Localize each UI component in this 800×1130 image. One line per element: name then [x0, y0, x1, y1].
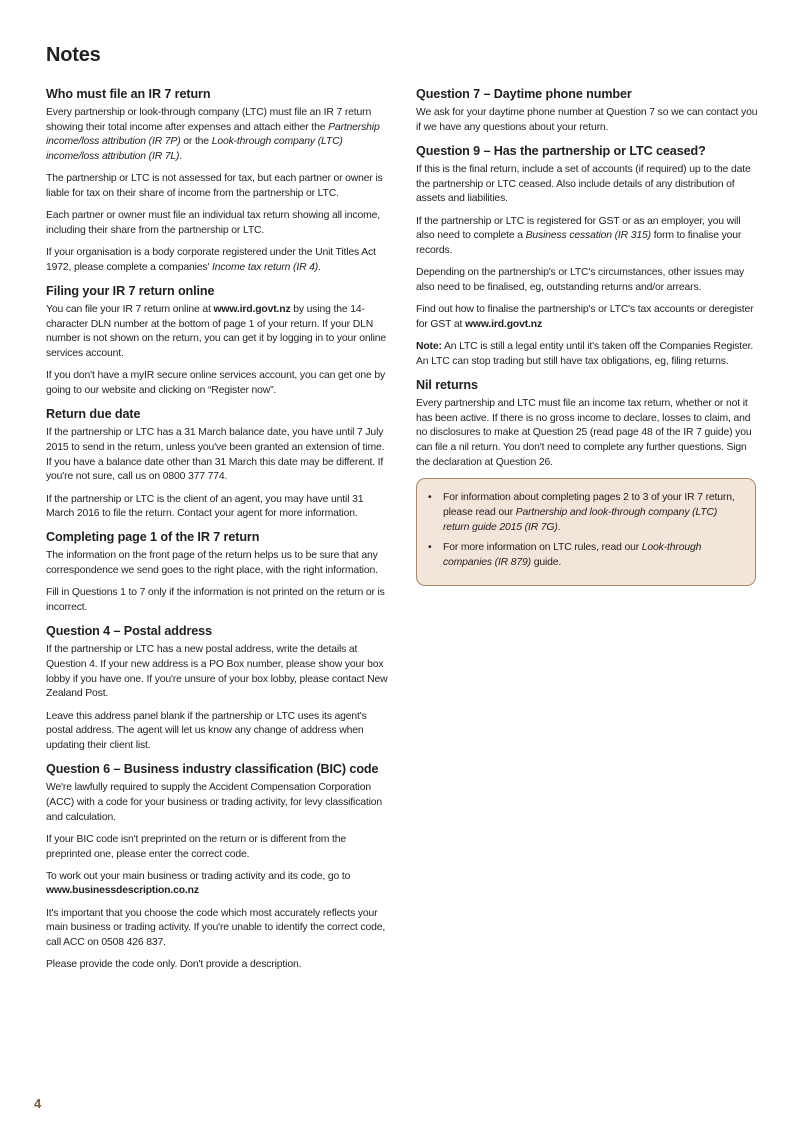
text-run: If the partnership or LTC has a new postal address, write the details at Question 4. If your new address is a PO Box number, please show your box lobby if you have one. If you're unsure of your box lobby, please contact New Zealand Post. [46, 644, 388, 700]
section [46, 283, 388, 399]
section [416, 377, 758, 471]
paragraph [416, 340, 758, 369]
paragraph [46, 493, 388, 522]
section [46, 761, 388, 973]
paragraph [46, 549, 388, 578]
text-run: To work out your main business or trading activity and its code, go to [46, 870, 351, 882]
section-heading: Question 6 – Business industry classification (BIC) code [46, 762, 379, 777]
text-run: . [557, 521, 561, 533]
info-list-item [425, 541, 741, 570]
text-run: The information on the front page of the return helps us to be sure that any correspondence we send goes to the right place, with the right information. [46, 550, 378, 577]
section-heading: Nil returns [416, 377, 478, 392]
italic-text: Look-through companies (IR 879) [443, 542, 702, 569]
info-box [416, 478, 756, 586]
left-column [46, 86, 388, 980]
paragraph [46, 246, 388, 275]
text-run: Leave this address panel blank if the partnership or LTC uses its agent's postal address. The agent will let us know any change of address when updating their client list. [46, 710, 367, 751]
italic-text: Partnership income/loss attribution (IR 7P) [46, 121, 380, 148]
page-title: Notes [46, 44, 101, 66]
info-list-item [425, 491, 741, 535]
bold-text: www.businessdescription.co.nz [46, 885, 199, 897]
text-run: It's important that you choose the code which most accurately reflects your main business or trading activity. If you're unable to identify the correct code, call ACC on 0508 426 837. [46, 907, 386, 949]
text-run: form to finalise your records. [416, 230, 742, 256]
text-run: If this is the final return, include a set of accounts (if required) up to the date the partnership or LTC ceased. Also include details of any distribution of assets and liabilities. [416, 163, 751, 205]
paragraph [46, 172, 388, 201]
info-list [425, 491, 741, 571]
text-run: by using the 14-character DLN number at the bottom of page 1 of your return. If your DLN number is not shown on the return, you can get it by logging in to your online services account. [46, 304, 387, 360]
text-run: . [318, 261, 321, 273]
bold-text: www.ird.govt.nz [464, 318, 543, 330]
section [46, 406, 388, 522]
text-run: If your organisation is a body corporate registered under the Unit Titles Act 1972, please complete a companies' [46, 247, 376, 273]
text-run: An LTC is still a legal entity until it's taken off the Companies Register. An LTC can stop trading but still have tax obligations, eg, filing returns. [416, 340, 754, 367]
text-run: You can file your IR 7 return online at [46, 304, 214, 316]
italic-text: Look-through company (LTC) income/loss attribution (IR 7L) [46, 136, 343, 163]
text-run: Please provide the code only. Don't provide a description. [46, 959, 302, 971]
paragraph [46, 303, 388, 362]
section [46, 623, 388, 753]
text-run: guide. [530, 557, 562, 569]
text-run: We ask for your daytime phone number at Question 7 so we can contact you if we have any questions about your return. [416, 107, 758, 133]
right-sections [416, 86, 758, 470]
right-column [416, 86, 758, 586]
text-run: If the partnership or LTC is the client of an agent, you may have until 31 March 2016 to file the return. Contact your agent for more information. [46, 493, 364, 520]
section-heading: Return due date [46, 407, 141, 422]
section-heading: Filing your IR 7 return online [46, 284, 215, 299]
bold-text: www.ird.govt.nz [213, 304, 291, 316]
page-number: 4 [34, 1096, 42, 1111]
section [416, 86, 758, 135]
paragraph [46, 870, 388, 899]
text-run: Find out how to finalise the partnership's or LTC's tax accounts or deregister for GST at [416, 304, 754, 330]
text-run: Every partnership and LTC must file an income tax return, whether or not it has been active. If there is no gross income to declare, losses to claim, and no disclosures to make at Question 25 (read page 48 of the IR 7 guide) you can file a nil return. You don't need to complete any further questions. Sign the declaration at Question 26. [416, 397, 752, 468]
paragraph [46, 643, 388, 702]
text-run: Fill in Questions 1 to 7 only if the information is not printed on the return or is incorrect. [46, 587, 385, 614]
paragraph [46, 586, 388, 615]
text-run: . [179, 151, 183, 163]
text-run: If your BIC code isn't preprinted on the return or is different from the preprinted one, please enter the correct code. [46, 833, 346, 860]
text-run: or the [180, 136, 212, 148]
paragraph [46, 833, 388, 862]
paragraph [46, 710, 388, 754]
paragraph [416, 266, 758, 295]
paragraph [46, 209, 388, 238]
section-heading: Question 7 – Daytime phone number [416, 87, 632, 101]
section-heading: Completing page 1 of the IR 7 return [46, 530, 260, 545]
paragraph [416, 303, 758, 332]
bullet-icon: • [428, 542, 432, 554]
italic-text: Business cessation (IR 315) [525, 230, 651, 242]
paragraph [416, 163, 758, 207]
text-run: We're lawfully required to supply the Accident Compensation Corporation (ACC) with a code for your business or trading activity, for levy classification and calculation. [46, 782, 383, 823]
section-heading: Who must file an IR 7 return [46, 87, 211, 101]
text-run: Each partner or owner must file an individual tax return showing all income, including their share from the partnership or LTC. [46, 210, 380, 236]
section-heading: Question 4 – Postal address [46, 624, 212, 639]
bullet-icon: • [428, 492, 432, 504]
text-run: If you don't have a myIR secure online services account, you can get one by going to our website and clicking on “Register now”. [46, 370, 386, 397]
paragraph [416, 397, 758, 471]
section [46, 529, 388, 615]
section-heading: Question 9 – Has the partnership or LTC ceased? [416, 143, 706, 158]
bold-text: Note: [416, 340, 442, 352]
text-run: If the partnership or LTC is registered for GST or as an employer, you will also need to complete a [416, 215, 741, 242]
section [46, 86, 388, 276]
text-run: For information about completing pages 2 to 3 of your IR 7 return, please read our [443, 492, 735, 519]
paragraph [416, 106, 758, 135]
paragraph [46, 781, 388, 825]
paragraph [46, 907, 388, 951]
italic-text: Income tax return (IR 4) [211, 261, 319, 273]
section [416, 143, 758, 369]
paragraph [46, 958, 388, 973]
text-run: The partnership or LTC is not assessed for tax, but each partner or owner is liable for tax on their share of income from the partnership or LTC. [46, 173, 383, 200]
text-run: For more information on LTC rules, read our [443, 542, 642, 554]
italic-text: Partnership and look-through company (LTC) return guide 2015 (IR 7G) [443, 507, 718, 533]
text-run: Depending on the partnership's or LTC's circumstances, other issues may also need to be finalised, eg, outstanding returns and/or arrears. [416, 267, 745, 293]
paragraph [46, 369, 388, 398]
paragraph [416, 215, 758, 259]
paragraph [46, 426, 388, 485]
text-run: Every partnership or look-through company (LTC) must file an IR 7 return showing their total income after expenses and attach either the [46, 107, 372, 133]
text-run: If the partnership or LTC has a 31 March balance date, you have until 7 July 2015 to send in the return, unless you've been granted an extension of time. If you have a balance date other than 31 March this date may be different. If you're not sure, call us on 0800 377 774. [46, 427, 385, 483]
paragraph [46, 106, 388, 165]
